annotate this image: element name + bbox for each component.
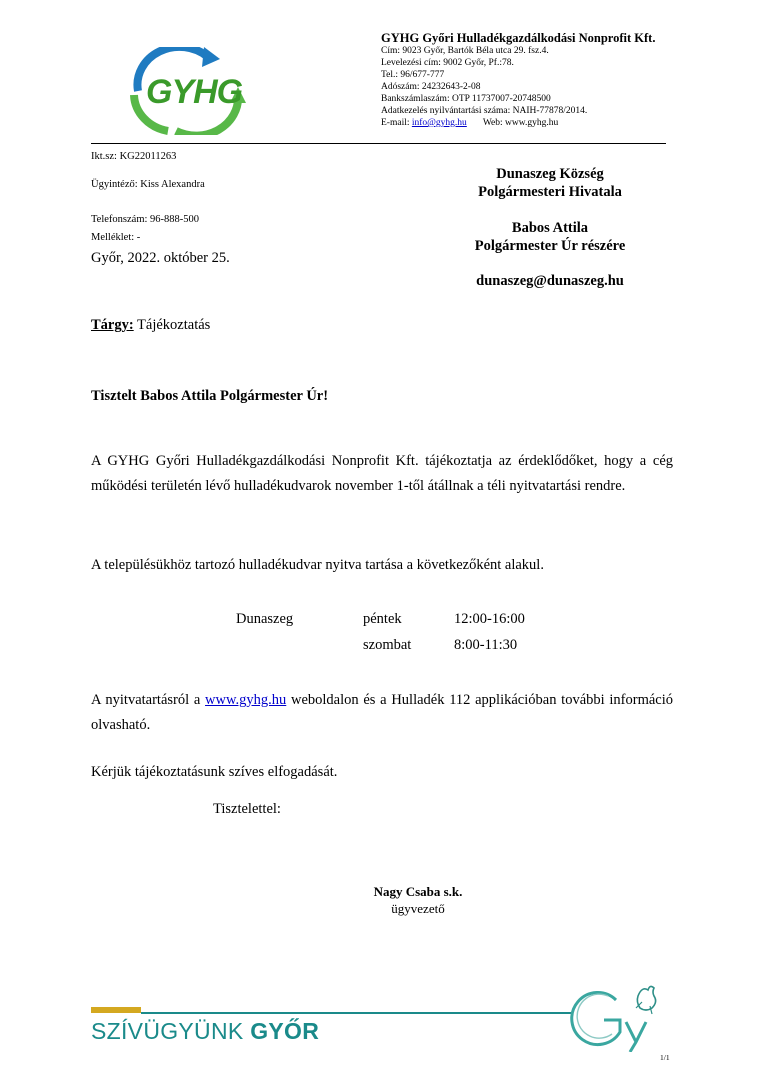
company-name: GYHG Győri Hulladékgazdálkodási Nonprofit Kft. — [381, 31, 656, 45]
letter-date: Győr, 2022. október 25. — [91, 250, 230, 266]
page-number: 1/1 — [660, 1053, 670, 1062]
paragraph-1: A GYHG Győri Hulladékgazdálkodási Nonprofit Kft. tájékoztatja az érdeklődőket, hogy a cég működési területén lévő hulladékudvarok november 1-től átállnak a téli nyitvatartási rendre. — [91, 453, 673, 494]
header-divider — [91, 143, 666, 144]
footer-slogan — [91, 1018, 319, 1045]
schedule-place: Dunaszeg — [236, 611, 294, 627]
logo-text: GYHG — [146, 73, 243, 111]
reference-number: Ikt.sz: KG22011263 — [91, 151, 177, 162]
paragraph-3 — [91, 688, 673, 738]
company-phone: Tel.: 96/677-777 — [381, 70, 445, 80]
company-data-reg: Adatkezelés nyilvántartási száma: NAIH-77878/2014. — [381, 106, 588, 116]
subject-line — [91, 317, 210, 334]
company-address: Cím: 9023 Győr, Bartók Béla utca 29. fsz.4. — [381, 46, 549, 56]
schedule-hours: 12:00-16:00 — [454, 611, 525, 627]
company-logo — [128, 47, 250, 135]
recipient-line-3: Babos Attila — [511, 220, 589, 236]
company-mail-address: Levelezési cím: 9002 Győr, Pf.:78. — [381, 58, 514, 68]
schedule-hours: 8:00-11:30 — [454, 637, 518, 653]
company-tax: Adószám: 24232643-2-08 — [381, 82, 481, 92]
recipient-line-4: Polgármester Úr részére — [474, 238, 626, 254]
subject-label: Tárgy: — [91, 317, 134, 333]
company-web: Web: www.gyhg.hu — [482, 118, 559, 128]
signature-name: Nagy Csaba s.k. — [373, 884, 463, 899]
recipient-line-2: Polgármesteri Hivatala — [478, 184, 622, 200]
attachment: Melléklet: - — [91, 232, 141, 243]
signature-title: ügyvezető — [391, 901, 445, 916]
recipient-email: dunaszeg@dunaszeg.hu — [476, 273, 624, 289]
schedule-day: péntek — [363, 611, 402, 627]
email-label: E-mail: — [381, 118, 412, 128]
closing: Tisztelettel: — [213, 801, 281, 817]
footer-slogan-part-a: SZÍVÜGYÜNK — [91, 1018, 251, 1044]
recipient-line-1: Dunaszeg Község — [496, 166, 604, 182]
company-bank: Bankszámlaszám: OTP 11737007-20748500 — [381, 94, 551, 104]
footer-gold-bar — [91, 1007, 141, 1013]
rooster-gy-icon — [568, 982, 663, 1052]
greeting: Tisztelt Babos Attila Polgármester Úr! — [91, 388, 329, 404]
case-officer: Ügyintéző: Kiss Alexandra — [91, 179, 205, 190]
footer-teal-line — [141, 1012, 571, 1014]
gyor-emblem — [568, 982, 663, 1052]
footer-slogan-part-b: GYŐR — [250, 1018, 320, 1044]
email-link[interactable]: info@gyhg.hu — [411, 118, 467, 128]
paragraph-2: A településükhöz tartozó hulladékudvar nyitva tartása a következőként alakul. — [91, 557, 544, 573]
contact-phone: Telefonszám: 96-888-500 — [91, 214, 200, 225]
company-contact-line — [381, 117, 558, 129]
website-link[interactable]: www.gyhg.hu — [205, 692, 287, 708]
paragraph-3-after: weboldalon és a Hulladék 112 applikációban további információ olvasható. — [91, 692, 674, 733]
paragraph-3-before: A nyitvatartásról a — [91, 692, 206, 708]
subject-text: Tájékoztatás — [133, 317, 211, 333]
paragraph-4: Kérjük tájékoztatásunk szíves elfogadását. — [91, 764, 338, 780]
schedule-day: szombat — [363, 637, 412, 653]
